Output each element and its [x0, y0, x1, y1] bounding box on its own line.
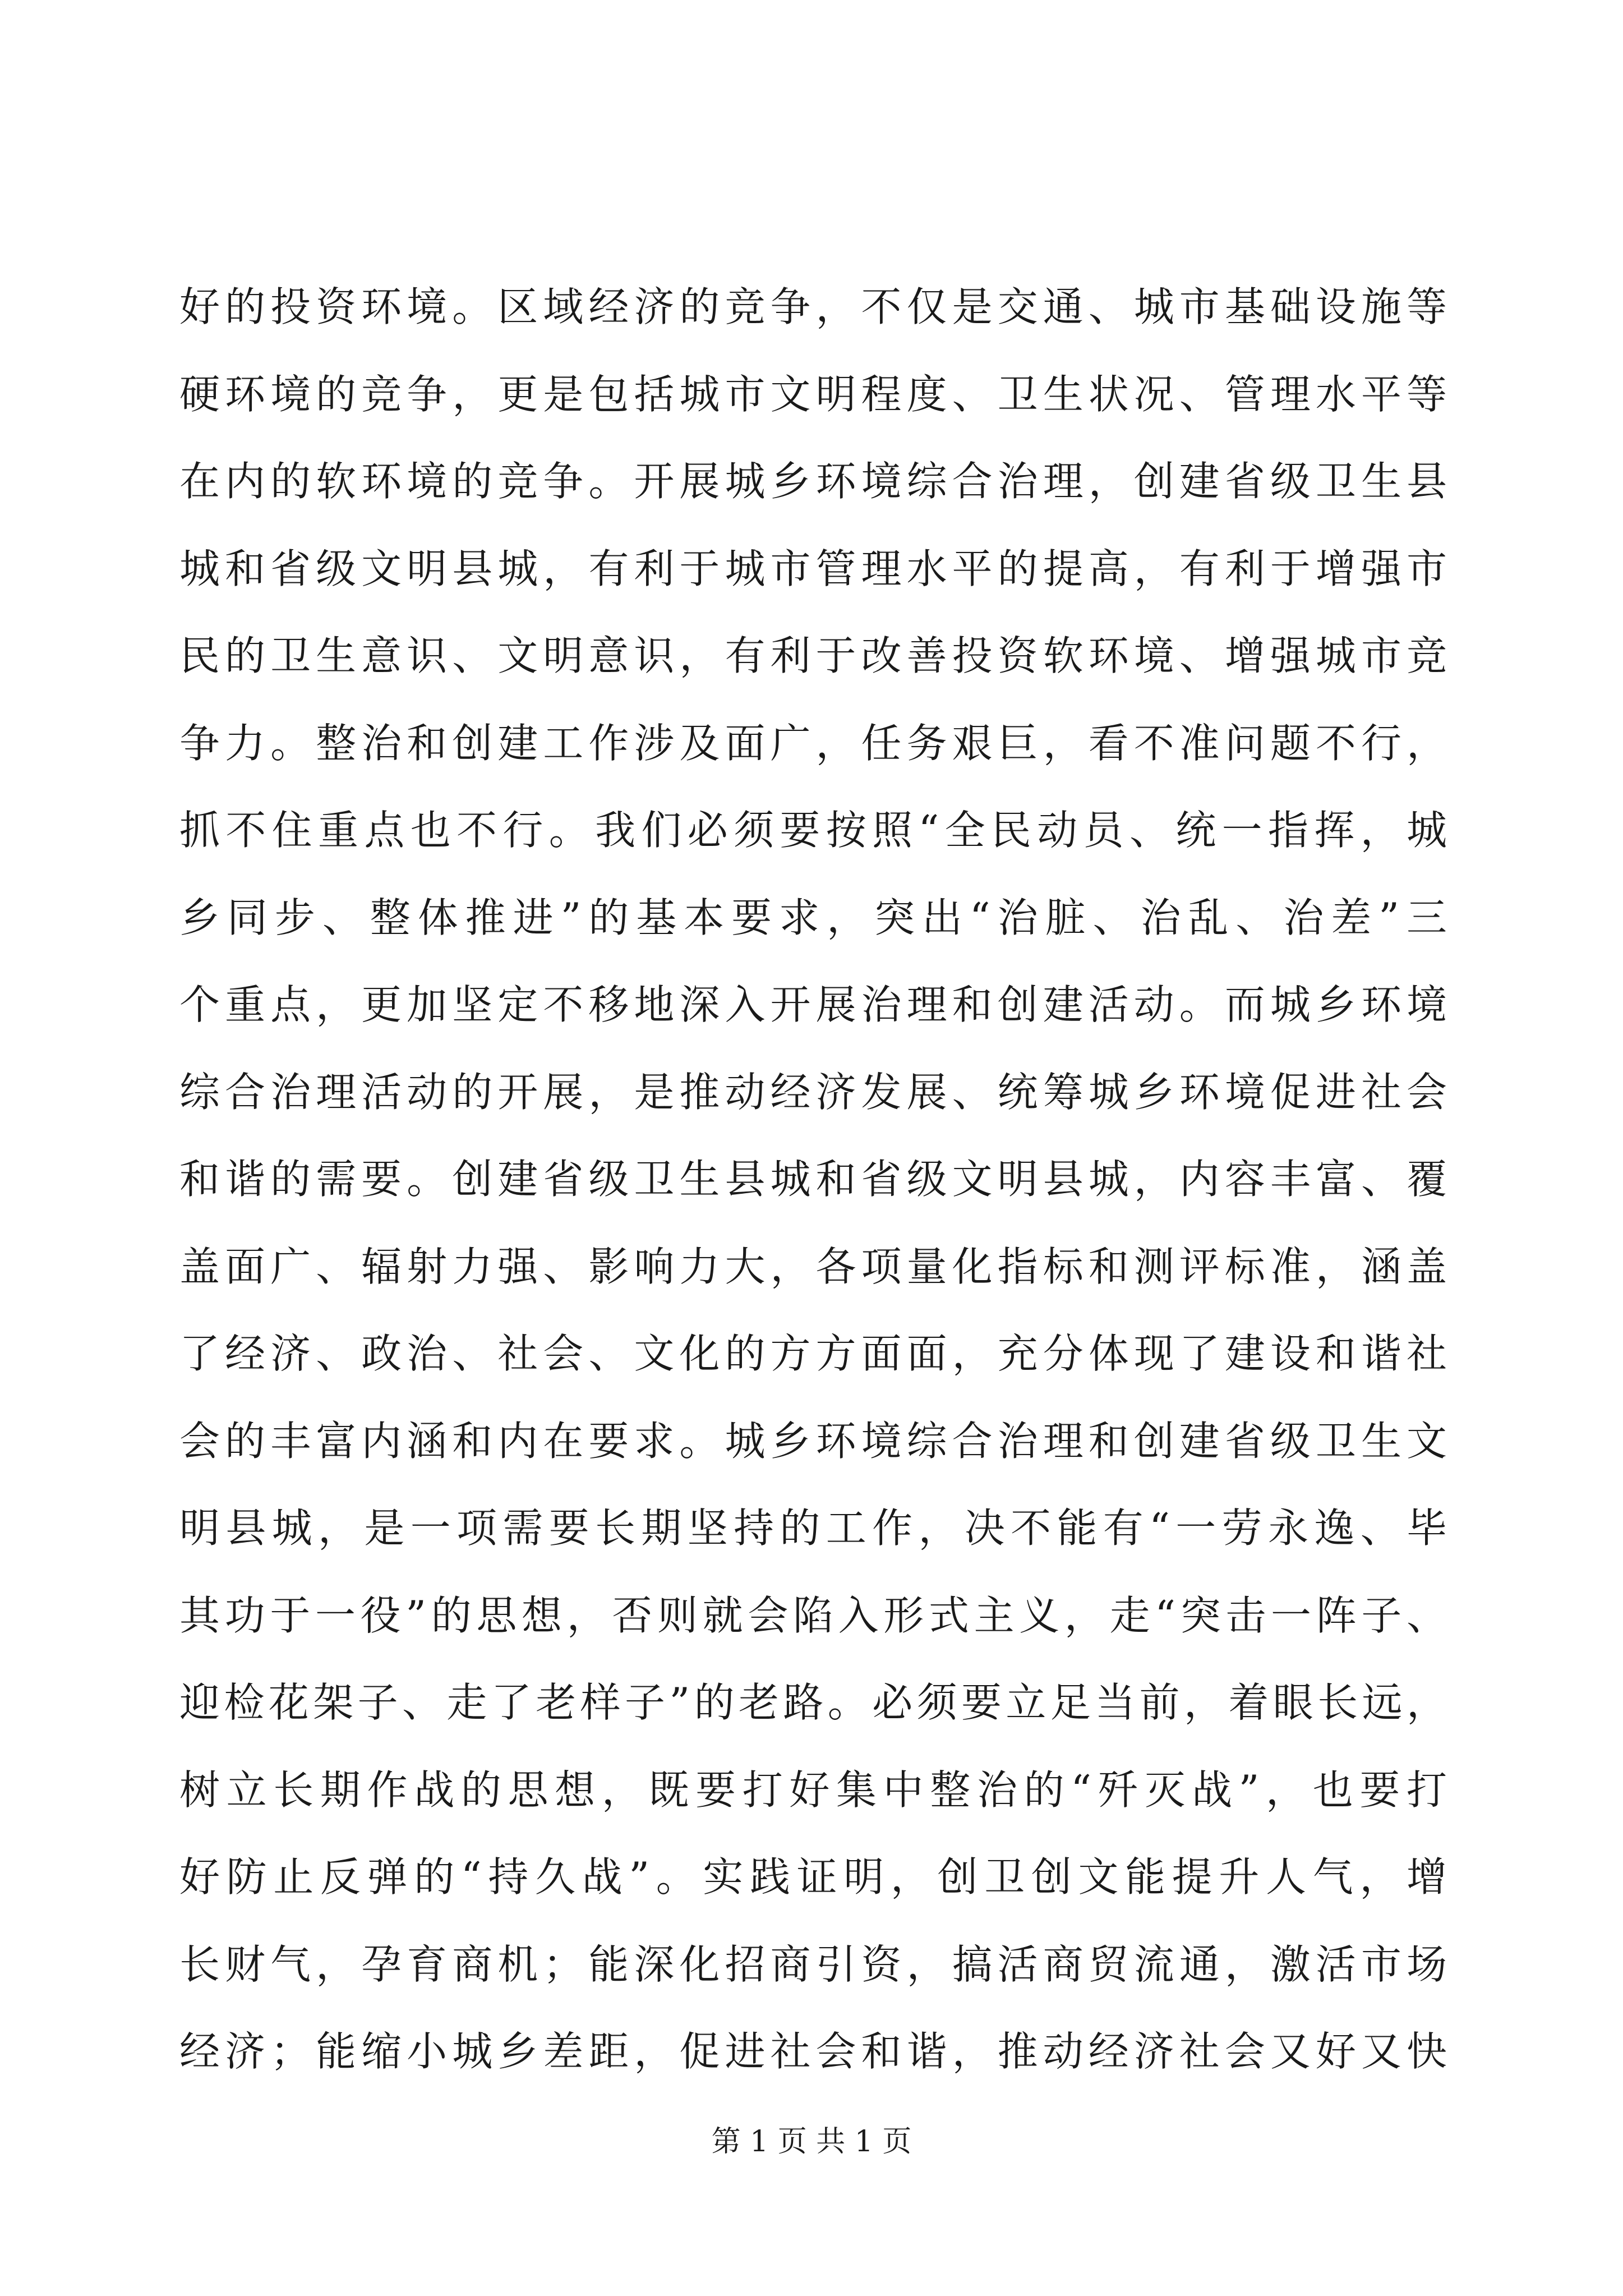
- text-line: 硬环境的竞争，更是包括城市文明程度、卫生状况、管理水平等: [179, 370, 1447, 418]
- text-line: 其功于一役”的思想，否则就会陷入形式主义，走“突击一阵子、: [179, 1591, 1447, 1639]
- text-line: 综合治理活动的开展，是推动经济发展、统筹城乡环境促进社会: [179, 1068, 1447, 1116]
- text-line: 树立长期作战的思想，既要打好集中整治的“歼灭战”，也要打: [179, 1766, 1447, 1814]
- text-line: 会的丰富内涵和内在要求。城乡环境综合治理和创建省级卫生文: [179, 1417, 1447, 1465]
- text-line: 乡同步、整体推进”的基本要求，突出“治脏、治乱、治差”三: [179, 894, 1447, 941]
- text-line: 个重点，更加坚定不移地深入开展治理和创建活动。而城乡环境: [179, 981, 1447, 1028]
- text-line: 民的卫生意识、文明意识，有利于改善投资软环境、增强城市竞: [179, 632, 1447, 679]
- body-text: [179, 264, 1447, 2096]
- text-line: 好的投资环境。区域经济的竞争，不仅是交通、城市基础设施等: [179, 283, 1447, 330]
- text-line: 迎检花架子、走了老样子”的老路。必须要立足当前，着眼长远，: [179, 1679, 1447, 1726]
- text-line: 长财气，孕育商机；能深化招商引资，搞活商贸流通，激活市场: [179, 1940, 1447, 1988]
- text-line: 和谐的需要。创建省级卫生县城和省级文明县城，内容丰富、覆: [179, 1156, 1447, 1203]
- text-line: 盖面广、辐射力强、影响力大，各项量化指标和测评标准，涵盖: [179, 1243, 1447, 1290]
- text-line: 城和省级文明县城，有利于城市管理水平的提高，有利于增强市: [179, 545, 1447, 592]
- text-line: 争力。整治和创建工作涉及面广，任务艰巨，看不准问题不行，: [179, 719, 1447, 767]
- text-line: 了经济、政治、社会、文化的方方面面，充分体现了建设和谐社: [179, 1330, 1447, 1377]
- text-line: 明县城，是一项需要长期坚持的工作，决不能有“一劳永逸、毕: [179, 1504, 1447, 1552]
- text-line: 经济；能缩小城乡差距，促进社会和谐，推动经济社会又好又快: [179, 2028, 1447, 2075]
- text-line: 在内的软环境的竞争。开展城乡环境综合治理，创建省级卫生县: [179, 458, 1447, 505]
- text-line: 抓不住重点也不行。我们必须要按照“全民动员、统一指挥，城: [179, 807, 1447, 854]
- page-footer: [0, 2119, 1623, 2164]
- text-line: 好防止反弹的“持久战”。实践证明，创卫创文能提升人气，增: [179, 1853, 1447, 1901]
- page-number-label: 第 1 页 共 1 页: [711, 2125, 912, 2159]
